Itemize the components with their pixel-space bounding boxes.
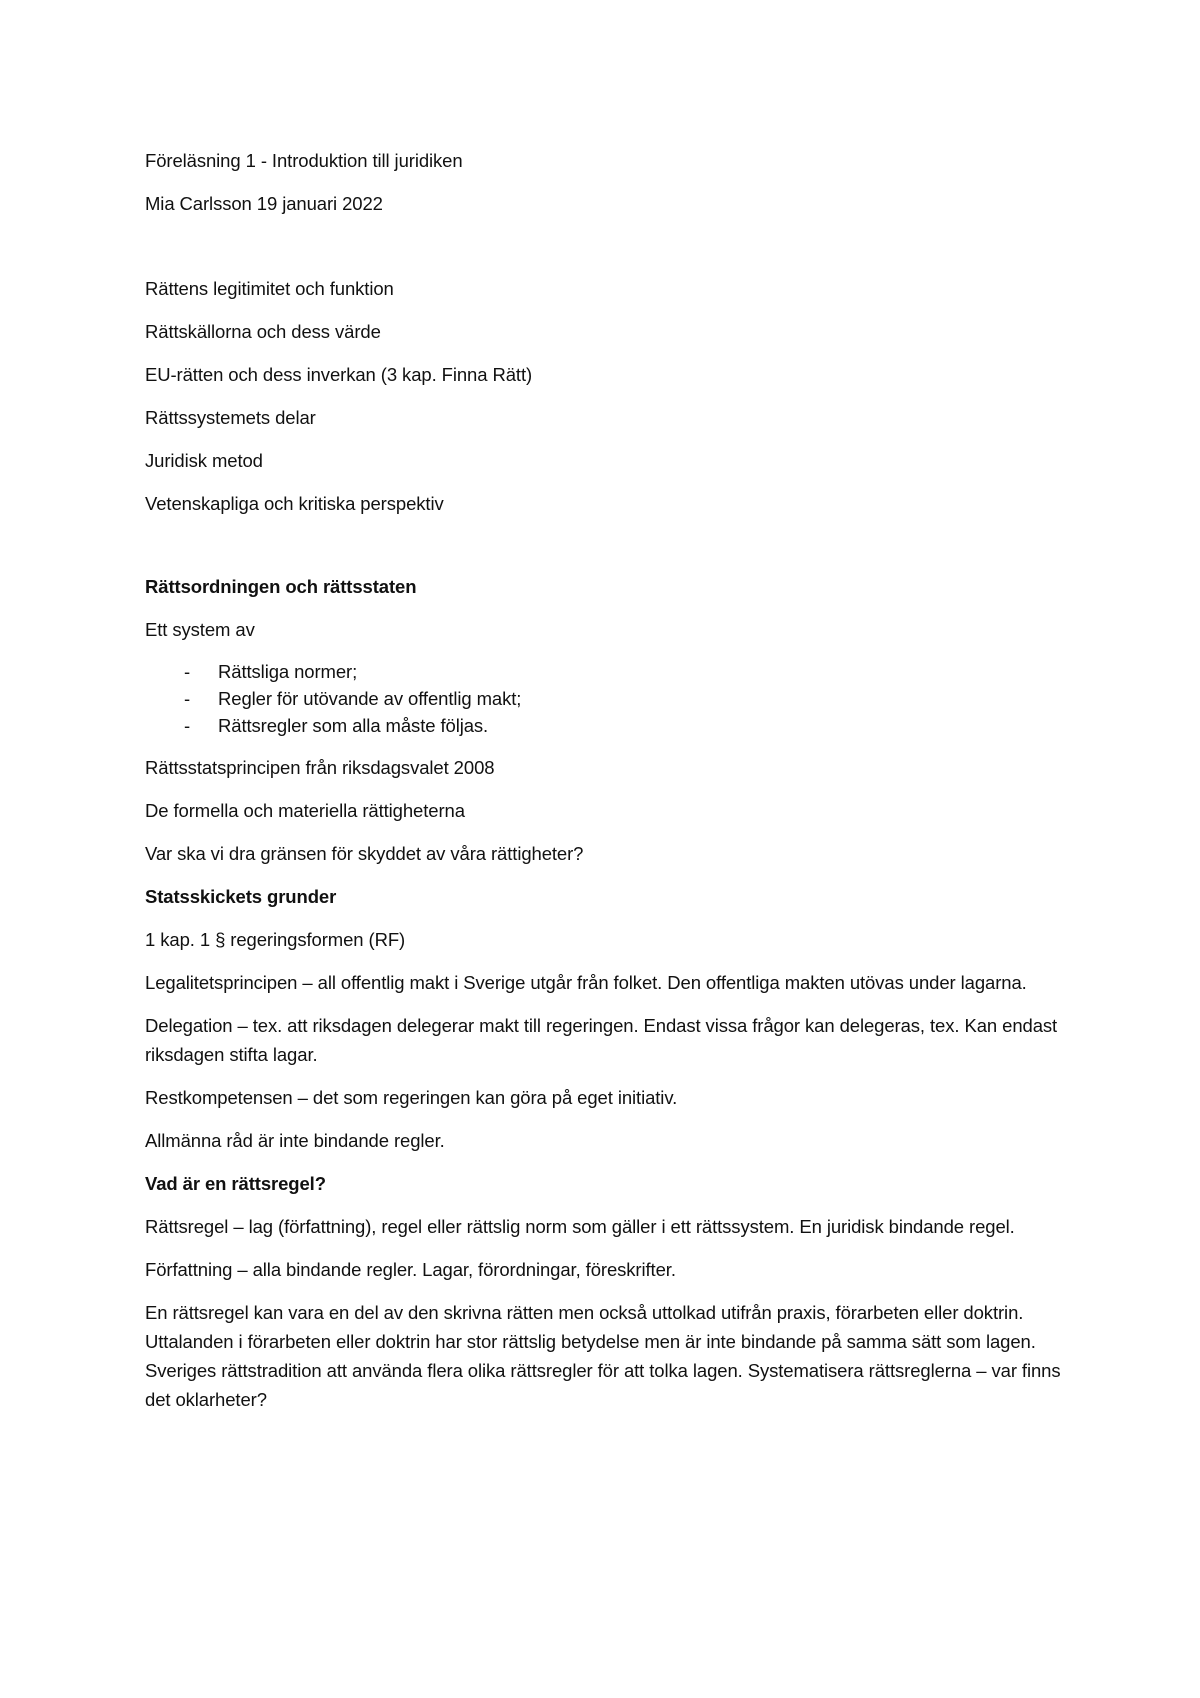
paragraph: Allmänna råd är inte bindande regler. <box>145 1130 445 1151</box>
list-item <box>145 685 1065 712</box>
paragraph: Restkompetensen – det som regeringen kan göra på eget initiativ. <box>145 1087 678 1108</box>
paragraph: 1 kap. 1 § regeringsformen (RF) <box>145 929 406 950</box>
spacer <box>145 532 1065 572</box>
list-item-text: Rättsregler som alla måste följas. <box>218 715 489 736</box>
agenda-item: Rättskällorna och dess värde <box>145 321 381 342</box>
paragraph: De formella och materiella rättigheterna <box>145 800 465 821</box>
agenda-item: Rättens legitimitet och funktion <box>145 278 394 299</box>
list-item-text: Regler för utövande av offentlig makt; <box>218 688 522 709</box>
document-body <box>145 146 1065 1428</box>
dash-list <box>145 658 1065 739</box>
paragraph: Rättsregel – lag (författning), regel eller rättslig norm som gäller i ett rättssystem. En juridisk bindande regel. <box>145 1216 1015 1237</box>
list-item <box>145 658 1065 685</box>
agenda-item: Vetenskapliga och kritiska perspektiv <box>145 493 444 514</box>
agenda-item: Rättssystemets delar <box>145 407 316 428</box>
paragraph: En rättsregel kan vara en del av den skrivna rätten men också uttolkad utifrån praxis, förarbeten eller doktrin. Uttalanden i förarbeten eller doktrin har stor rättslig betydelse men är inte bindande på samma sätt som lagen. Sveriges rättstradition att använda flera olika rättsregler för att tolka lagen. Systematisera rättsreglerna – var finns det oklarheter? <box>145 1302 1061 1410</box>
dash-bullet: - <box>184 688 191 709</box>
agenda-item: EU-rätten och dess inverkan (3 kap. Finna Rätt) <box>145 364 533 385</box>
section-heading: Vad är en rättsregel? <box>145 1173 326 1194</box>
paragraph: Rättsstatsprincipen från riksdagsvalet 2008 <box>145 757 495 778</box>
agenda-item: Juridisk metod <box>145 450 263 471</box>
list-item <box>145 712 1065 739</box>
paragraph: Legalitetsprincipen – all offentlig makt i Sverige utgår från folket. Den offentliga makten utövas under lagarna. <box>145 972 1027 993</box>
paragraph: Ett system av <box>145 619 255 640</box>
paragraph: Var ska vi dra gränsen för skyddet av våra rättigheter? <box>145 843 584 864</box>
dash-bullet: - <box>184 661 191 682</box>
document-title: Föreläsning 1 - Introduktion till juridiken <box>145 150 463 171</box>
paragraph: Delegation – tex. att riksdagen delegerar makt till regeringen. Endast vissa frågor kan delegeras, tex. Kan endast riksdagen stifta lagar. <box>145 1015 1058 1065</box>
dash-bullet: - <box>184 715 191 736</box>
section-heading: Statsskickets grunder <box>145 886 337 907</box>
document-author-date: Mia Carlsson 19 januari 2022 <box>145 193 383 214</box>
list-item-text: Rättsliga normer; <box>218 661 358 682</box>
section-heading: Rättsordningen och rättsstaten <box>145 576 417 597</box>
spacer <box>145 232 1065 274</box>
paragraph: Författning – alla bindande regler. Lagar, förordningar, föreskrifter. <box>145 1259 676 1280</box>
